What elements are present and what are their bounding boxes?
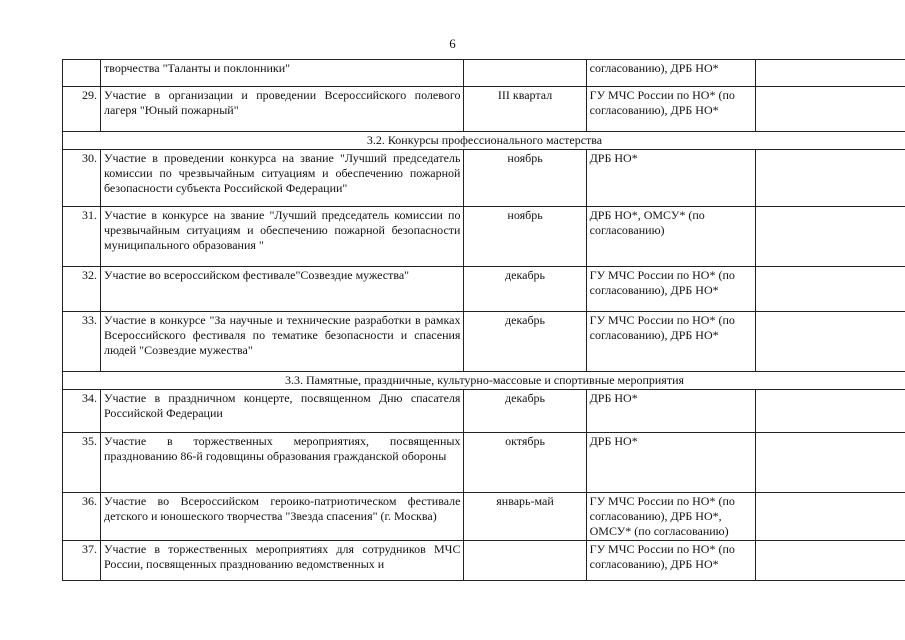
- event-responsible: ДРБ НО*, ОМСУ* (по согласованию): [586, 207, 755, 267]
- event-description: Участие в торжественных мероприятиях для сотрудников МЧС России, посвященных празднованию ведомственных и: [100, 541, 463, 581]
- section-title: 3.2. Конкурсы профессионального мастерства: [63, 132, 905, 150]
- row-number: 30.: [63, 150, 101, 207]
- table-row: [63, 541, 905, 581]
- row-number: 29.: [63, 87, 101, 132]
- event-description: Участие во всероссийском фестивале"Созвездие мужества": [100, 267, 463, 312]
- event-note: [756, 433, 905, 493]
- row-number: 33.: [63, 312, 101, 372]
- event-responsible: ГУ МЧС России по НО* (по согласованию), ДРБ НО*: [586, 267, 755, 312]
- event-term: ноябрь: [464, 207, 586, 267]
- event-term: декабрь: [464, 267, 586, 312]
- event-responsible: ГУ МЧС России по НО* (по согласованию), ДРБ НО*: [586, 87, 755, 132]
- event-term: ноябрь: [464, 150, 586, 207]
- event-responsible: ДРБ НО*: [586, 433, 755, 493]
- table-row: [63, 267, 905, 312]
- row-number: 34.: [63, 390, 101, 433]
- event-term: январь-май: [464, 493, 586, 541]
- event-note: [756, 267, 905, 312]
- event-note: [756, 312, 905, 372]
- event-note: [756, 207, 905, 267]
- row-number: [63, 60, 101, 87]
- event-term: [464, 541, 586, 581]
- event-responsible: ДРБ НО*: [586, 390, 755, 433]
- event-description: Участие в праздничном концерте, посвященном Дню спасателя Российской Федерации: [100, 390, 463, 433]
- events-table-body: [63, 60, 905, 581]
- table-row: [63, 433, 905, 493]
- event-term: октябрь: [464, 433, 586, 493]
- event-term: III квартал: [464, 87, 586, 132]
- event-term: декабрь: [464, 312, 586, 372]
- section-header-row: [63, 372, 905, 390]
- event-responsible: согласованию), ДРБ НО*: [586, 60, 755, 87]
- row-number: 37.: [63, 541, 101, 581]
- event-description: творчества "Таланты и поклонники": [100, 60, 463, 87]
- section-title: 3.3. Памятные, праздничные, культурно-массовые и спортивные мероприятия: [63, 372, 905, 390]
- event-note: [756, 541, 905, 581]
- event-term: [464, 60, 586, 87]
- table-row: [63, 312, 905, 372]
- event-term: декабрь: [464, 390, 586, 433]
- event-responsible: ГУ МЧС России по НО* (по согласованию), ДРБ НО*: [586, 541, 755, 581]
- event-description: Участие в проведении конкурса на звание "Лучший председатель комиссии по чрезвычайным ситуациям и обеспечению пожарной безопасности субъекта Российской Федерации": [100, 150, 463, 207]
- table-row: [63, 207, 905, 267]
- event-description: Участие в торжественных мероприятиях, посвященных празднованию 86-й годовщины образования гражданской обороны: [100, 433, 463, 493]
- event-description: Участие в конкурсе "За научные и технические разработки в рамках Всероссийского фестиваля по тематике безопасности и спасения людей "Созвездие мужества": [100, 312, 463, 372]
- table-row: [63, 390, 905, 433]
- event-note: [756, 60, 905, 87]
- row-number: 32.: [63, 267, 101, 312]
- table-row: [63, 60, 905, 87]
- event-responsible: ДРБ НО*: [586, 150, 755, 207]
- event-description: Участие во Всероссийском героико-патриотическом фестивале детского и юношеского творчества "Звезда спасения" (г. Москва): [100, 493, 463, 541]
- table-row: [63, 493, 905, 541]
- event-note: [756, 390, 905, 433]
- row-number: 35.: [63, 433, 101, 493]
- table-row: [63, 87, 905, 132]
- event-responsible: ГУ МЧС России по НО* (по согласованию), ДРБ НО*, ОМСУ* (по согласованию): [586, 493, 755, 541]
- section-header-row: [63, 132, 905, 150]
- event-responsible: ГУ МЧС России по НО* (по согласованию), ДРБ НО*: [586, 312, 755, 372]
- table-row: [63, 150, 905, 207]
- event-description: Участие в организации и проведении Всероссийского полевого лагеря "Юный пожарный": [100, 87, 463, 132]
- event-note: [756, 150, 905, 207]
- event-description: Участие в конкурсе на звание "Лучший председатель комиссии по чрезвычайным ситуациям и обеспечению пожарной безопасности муниципального образования ": [100, 207, 463, 267]
- event-note: [756, 493, 905, 541]
- page-number: 6: [449, 36, 456, 51]
- row-number: 36.: [63, 493, 101, 541]
- event-note: [756, 87, 905, 132]
- row-number: 31.: [63, 207, 101, 267]
- events-table: [62, 59, 905, 581]
